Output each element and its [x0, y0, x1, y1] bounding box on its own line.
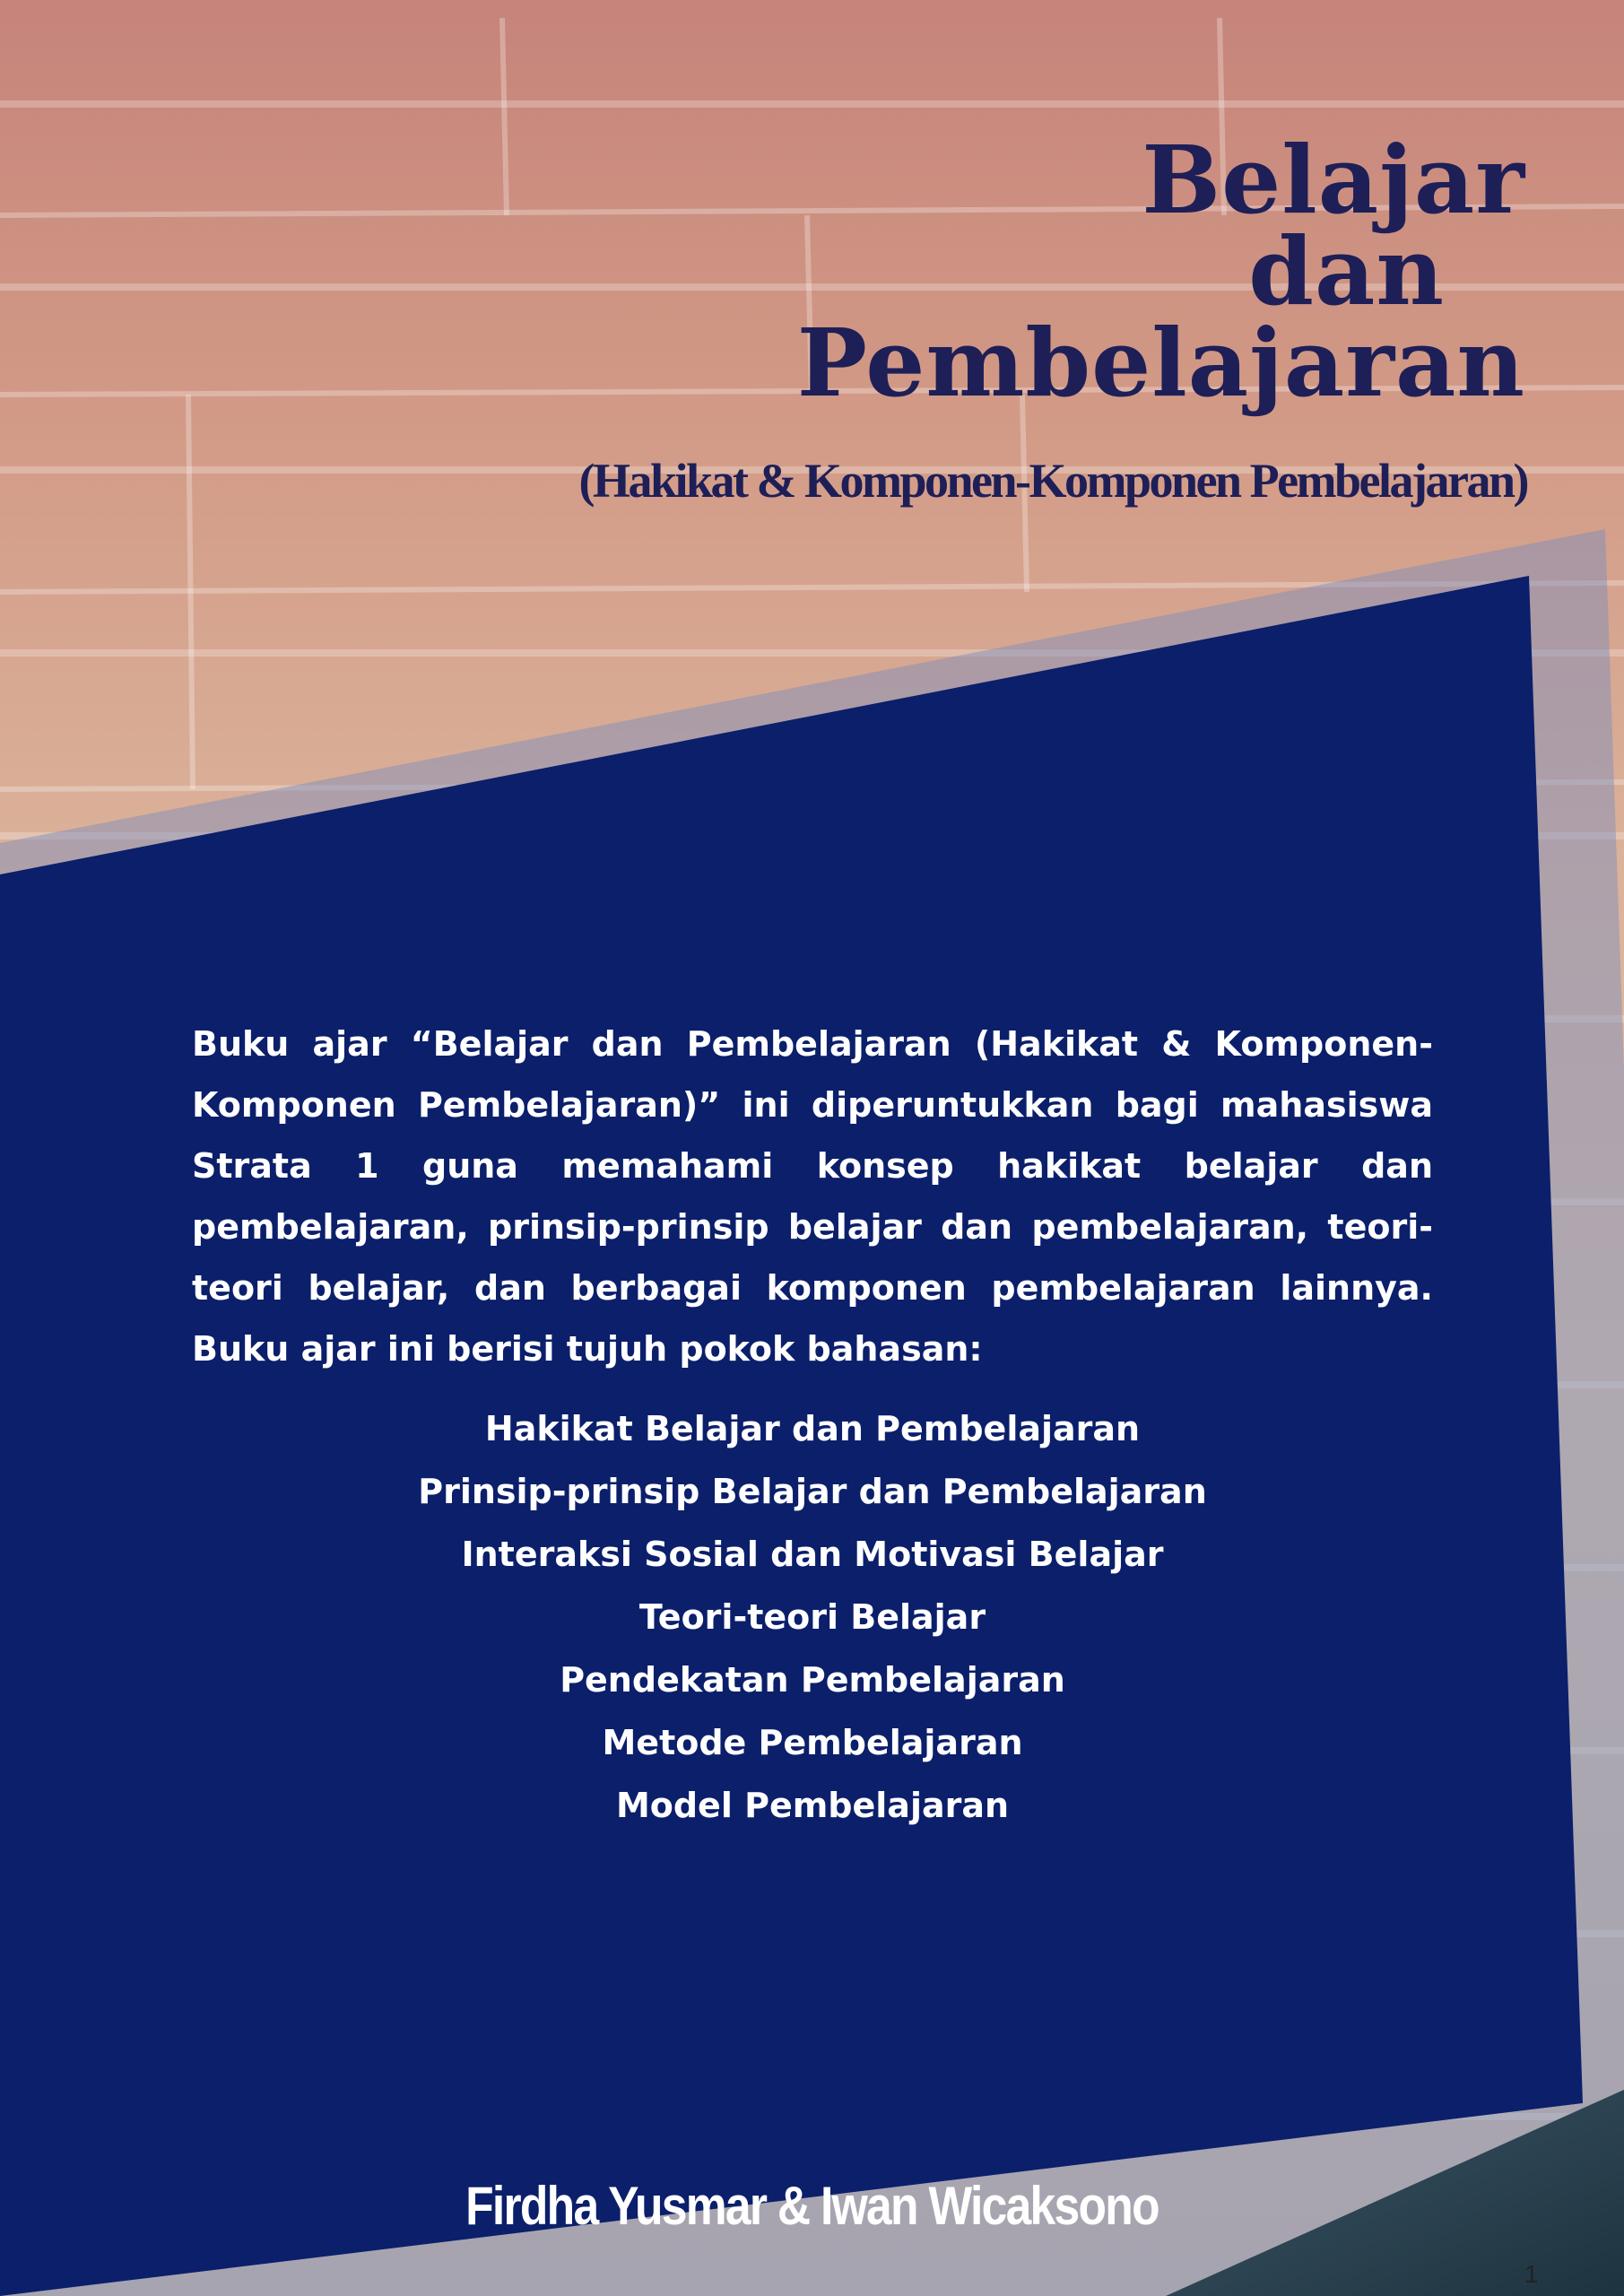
book-subtitle: (Hakikat & Komponen-Komponen Pembelajaran) [578, 454, 1527, 508]
topic-item: Interaksi Sosial dan Motivasi Belajar [461, 1535, 1164, 1574]
authors: Firdha Yusmar & Iwan Wicaksono [465, 2176, 1159, 2236]
title-line-pembelajaran: Pembelajaran [796, 308, 1525, 418]
topic-item: Model Pembelajaran [615, 1786, 1010, 1825]
topic-item: Prinsip-prinsip Belajar dan Pembelajaran [418, 1472, 1207, 1511]
topic-item: Metode Pembelajaran [602, 1723, 1023, 1762]
topics-list [192, 1397, 1433, 1837]
topic-item: Pendekatan Pembelajaran [560, 1660, 1065, 1700]
title-line-belajar: Belajar [1142, 125, 1525, 235]
blurb-paragraph: Buku ajar “Belajar dan Pembelajaran (Hakikat & Komponen-Komponen Pembelajaran)” ini diperuntukkan bagi mahasiswa Strata 1 guna memahami konsep hakikat belajar dan pembelajaran, prinsip-prinsip belajar dan pembelajaran, teori-teori belajar, dan berbagai komponen pembelajaran lainnya. Buku ajar ini berisi tujuh pokok bahasan: [192, 1024, 1433, 1369]
page-number: 1 [1524, 2260, 1539, 2288]
topic-item: Teori-teori Belajar [638, 1597, 986, 1637]
topic-item: Hakikat Belajar dan Pembelajaran [484, 1409, 1141, 1448]
title-line-dan: dan [1248, 216, 1445, 326]
book-title [796, 125, 1525, 418]
